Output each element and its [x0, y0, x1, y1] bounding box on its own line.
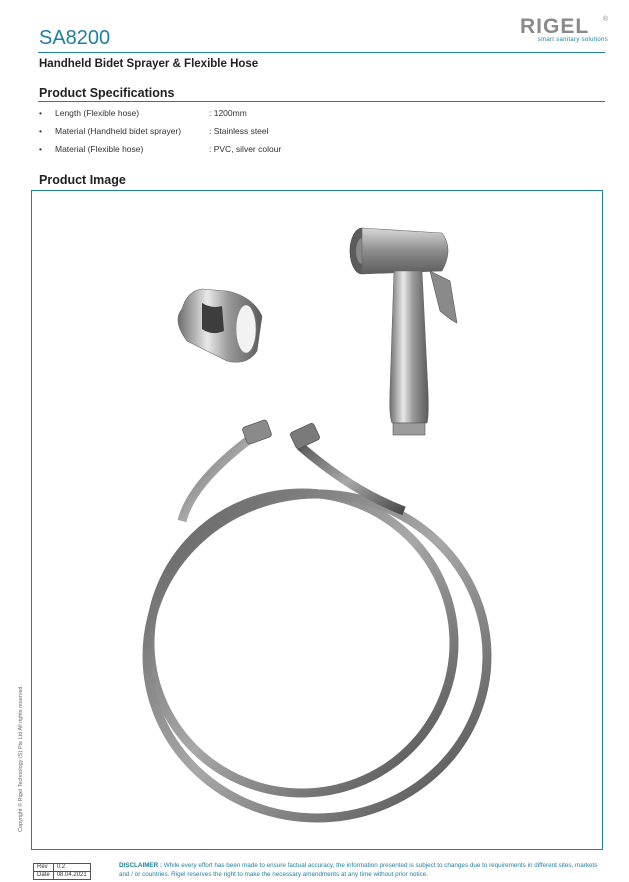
spec-item — [39, 126, 439, 144]
revision-row — [34, 864, 91, 872]
bidet-sprayer-image — [350, 228, 457, 435]
flexible-hose-image — [147, 419, 487, 818]
logo-tagline: smart sanitary solutions — [537, 37, 608, 43]
model-number: SA8200 — [39, 27, 111, 49]
disclaimer — [119, 862, 604, 879]
spec-name: Length (Flexible hose) — [55, 108, 140, 118]
logo-wordmark: RIGEL — [520, 15, 590, 38]
rev-label: Rev — [34, 864, 54, 872]
spec-value: : 1200mm — [209, 108, 247, 118]
spec-value: : Stainless steel — [209, 126, 269, 136]
header-divider — [38, 52, 605, 53]
bullet: • — [39, 144, 42, 154]
specifications-heading: Product Specifications — [39, 86, 175, 100]
bullet: • — [39, 108, 42, 118]
specifications-divider — [38, 101, 605, 102]
spec-value: : PVC, silver colour — [209, 144, 282, 154]
spec-item — [39, 144, 439, 162]
product-name: Handheld Bidet Sprayer & Flexible Hose — [39, 58, 259, 70]
disclaimer-label: DISCLAIMER : — [119, 862, 163, 869]
copyright-notice: Copyright © Rigel Technology (S) Pte Ltd All rights reserved. — [18, 684, 24, 832]
disclaimer-text: While every effort has been made to ensure factual accuracy, the information presented is subject to changes due to requirements in different sites, markets and / or countries. Rigel reserves the right to make the necessary amendments at any time without prior notice. — [119, 862, 598, 878]
product-image-heading: Product Image — [39, 173, 126, 187]
rev-value: 0.2 — [53, 864, 90, 872]
bullet: • — [39, 126, 42, 136]
product-illustration — [32, 191, 602, 849]
product-image-frame — [31, 190, 603, 850]
specifications-list — [39, 108, 439, 162]
registered-mark: ® — [602, 16, 608, 23]
date-row — [34, 872, 91, 880]
brand-logo — [520, 16, 608, 43]
spec-name: Material (Flexible hose) — [55, 144, 144, 154]
date-value: 08.04.2021 — [53, 872, 90, 880]
wall-holder-image — [178, 289, 262, 362]
revision-table — [33, 863, 91, 880]
date-label: Date — [34, 872, 54, 880]
spec-name: Material (Handheld bidet sprayer) — [55, 126, 182, 136]
spec-item — [39, 108, 439, 126]
